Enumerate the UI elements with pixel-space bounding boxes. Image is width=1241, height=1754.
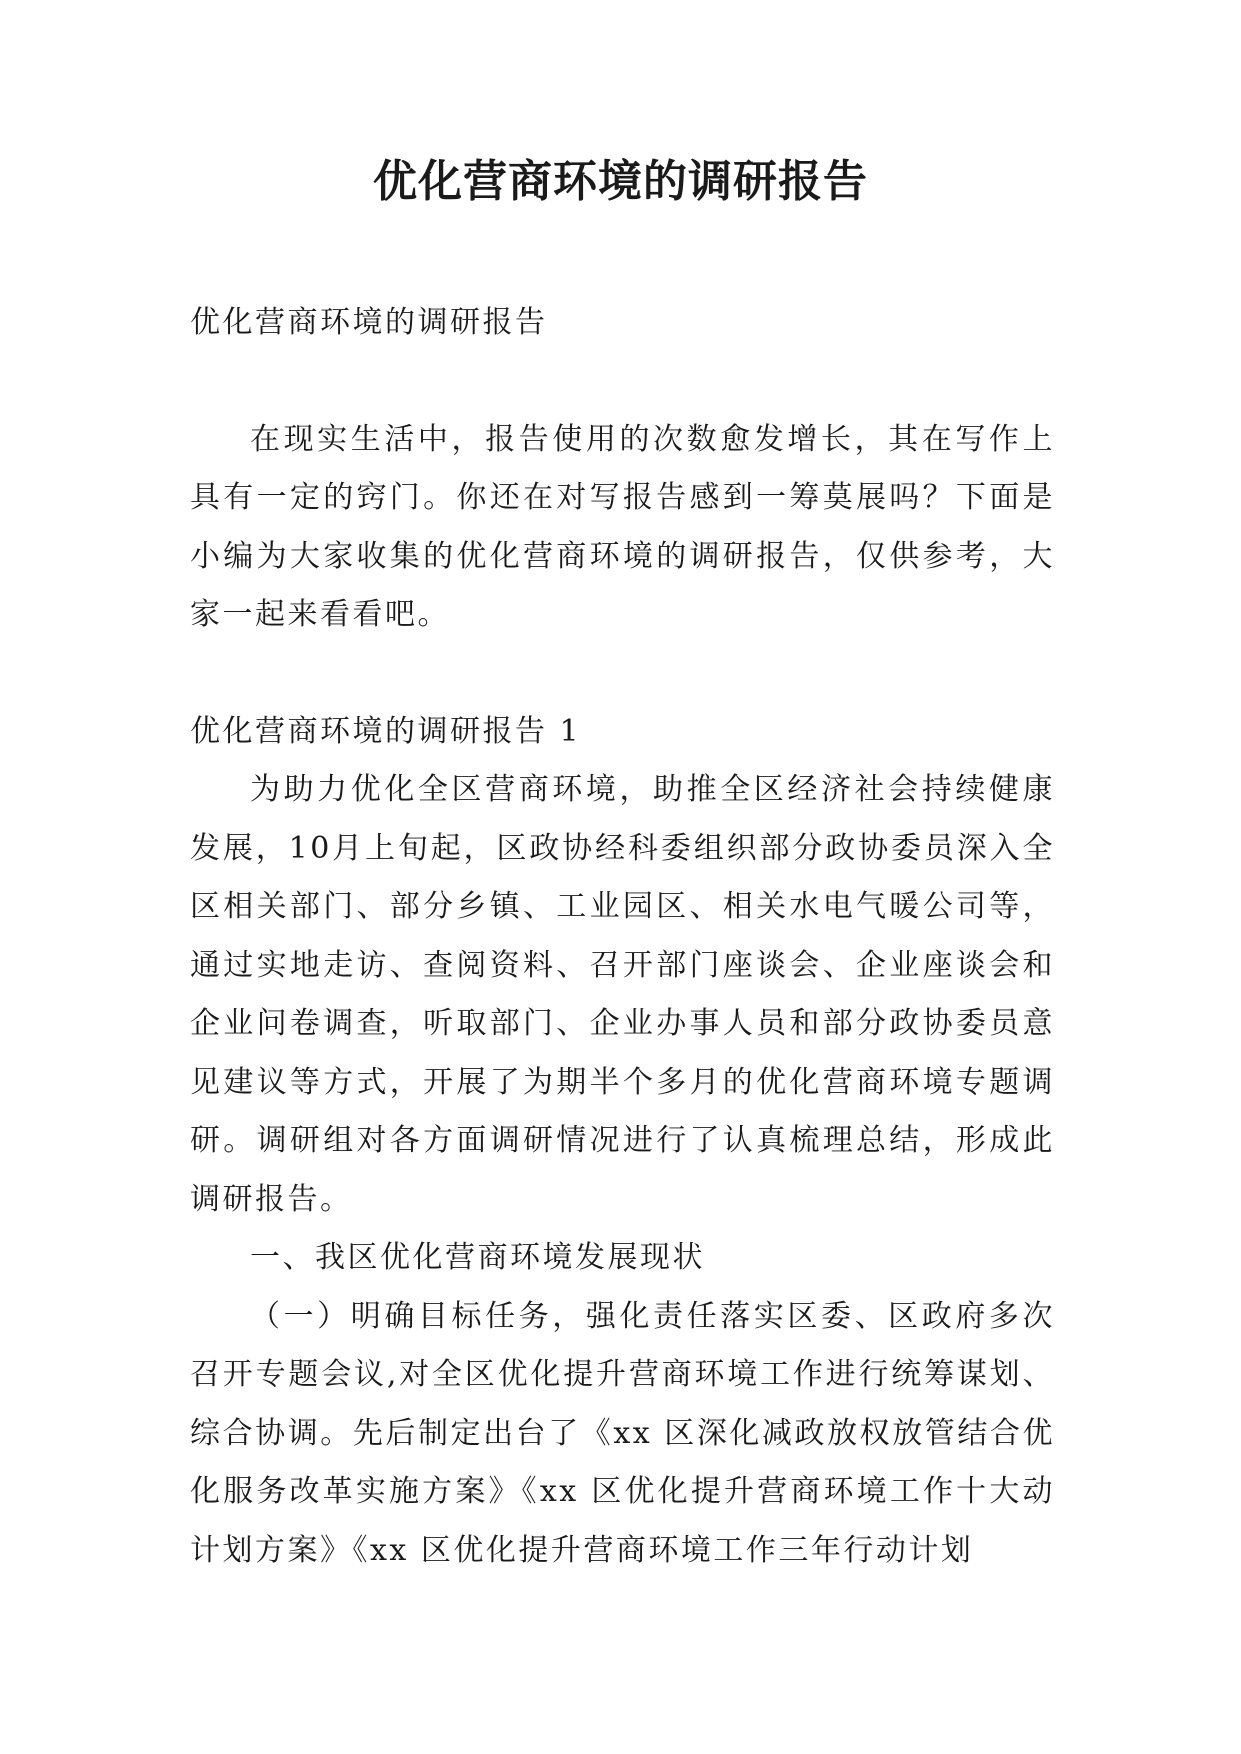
- document-title: 优化营商环境的调研报告: [373, 156, 868, 207]
- body-paragraph: （一）明确目标任务，强化责任落实区委、区政府多次召开专题会议,对全区优化提升营商环境工作进行统筹谋划、综合协调。先后制定出台了《xx 区深化减政放权放管结合优化服务改革实施方案》《xx 区优化提升营商环境工作十大动计划方案》《xx 区优化提升营商环境工作三年行动计划: [190, 1298, 1055, 1568]
- intro-paragraph: 在现实生活中，报告使用的次数愈发增长，其在写作上具有一定的窍门。你还在对写报告感到一筹莫展吗？下面是小编为大家收集的优化营商环境的调研报告，仅供参考，大家一起来看看吧。: [190, 421, 1055, 632]
- part-heading: 一、我区优化营商环境发展现状: [250, 1240, 705, 1275]
- document-subtitle: 优化营商环境的调研报告: [190, 305, 548, 340]
- body-paragraph: 为助力优化全区营商环境，助推全区经济社会持续健康发展，10月上旬起，区政协经科委组织部分政协委员深入全区相关部门、部分乡镇、工业园区、相关水电气暖公司等，通过实地走访、查阅资料、召开部门座谈会、企业座谈会和企业问卷调查，听取部门、企业办事人员和部分政协委员意见建议等方式，开展了为期半个多月的优化营商环境专题调研。调研组对各方面调研情况进行了认真梳理总结，形成此调研报告。: [190, 772, 1055, 1217]
- document-body: [190, 294, 1055, 1580]
- section-heading: 优化营商环境的调研报告 1: [190, 713, 582, 749]
